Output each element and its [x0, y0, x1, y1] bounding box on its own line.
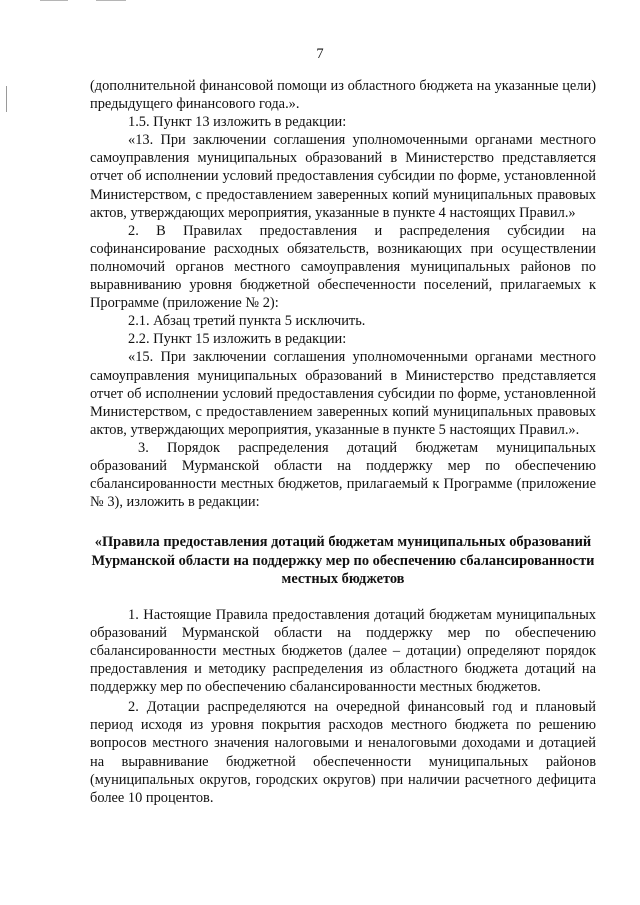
paragraph: «15. При заключении соглашения уполномоченными органами местного самоуправления муниципальных образований в Министерство представляется отчет об исполнении условий предоставления субсидии по форме, установленной Министерством, с предоставлением заверенных копий муниципальных правовых актов, утверждающих мероприятия, указанные в пункте 5 настоящих Правил.».	[90, 349, 596, 438]
rule-paragraph: 2. Дотации распределяются на очередной финансовый год и плановый период исходя из уровня покрытия расходов местного бюджета по решению вопросов местного значения налоговыми и неналоговыми доходами и дотацией на выравнивание бюджетной обеспеченности муниципальных районов (муниципальных округов, городских округов) при наличии расчетного дефицита более 10 процентов.	[90, 699, 596, 806]
paragraph: 1.5. Пункт 13 изложить в редакции:	[128, 114, 347, 131]
scan-artifact	[96, 0, 126, 1]
paragraph: 2.1. Абзац третий пункта 5 исключить.	[128, 313, 366, 330]
paragraph: 3. Порядок распределения дотаций бюджетам муниципальных образований Мурманской области на поддержку мер по обеспечению сбалансированности местных бюджетов, прилагаемый к Программе (приложение № 3), изложить в редакции:	[90, 439, 596, 511]
paragraph: (дополнительной финансовой помощи из областного бюджета на указанные цели) предыдущего финансового года.».	[90, 78, 596, 113]
scan-artifact	[6, 86, 7, 112]
scan-artifact	[40, 0, 68, 1]
paragraph: «13. При заключении соглашения уполномоченными органами местного самоуправления муниципальных образований в Министерство представляется отчет об исполнении условий предоставления субсидии по форме, установленной Министерством, с предоставлением заверенных копий муниципальных правовых актов, утверждающих мероприятия, указанные в пункте 4 настоящих Правил.»	[90, 132, 596, 221]
paragraph: 2. В Правилах предоставления и распределения субсидии на софинансирование расходных обязательств, возникающих при осуществлении полномочий органов местного самоуправления муниципальных районов по выравниванию уровня бюджетной обеспеченности поселений, прилагаемых к Программе (приложение № 2):	[90, 222, 596, 312]
paragraph: 2.2. Пункт 15 изложить в редакции:	[128, 331, 347, 348]
document-body	[90, 77, 596, 807]
section-heading: «Правила предоставления дотаций бюджетам муниципальных образований Мурманской области на поддержку мер по обеспечению сбалансированности местных бюджетов	[91, 534, 595, 588]
rule-paragraph: 1. Настоящие Правила предоставления дотаций бюджетам муниципальных образований Мурманской области на поддержку мер по обеспечению сбалансированности местных бюджетов (далее – дотации) определяют порядок предоставления и методику распределения из областного бюджета дотаций на поддержку мер по обеспечению сбалансированности местных бюджетов.	[90, 606, 596, 696]
page-number: 7	[316, 46, 324, 62]
